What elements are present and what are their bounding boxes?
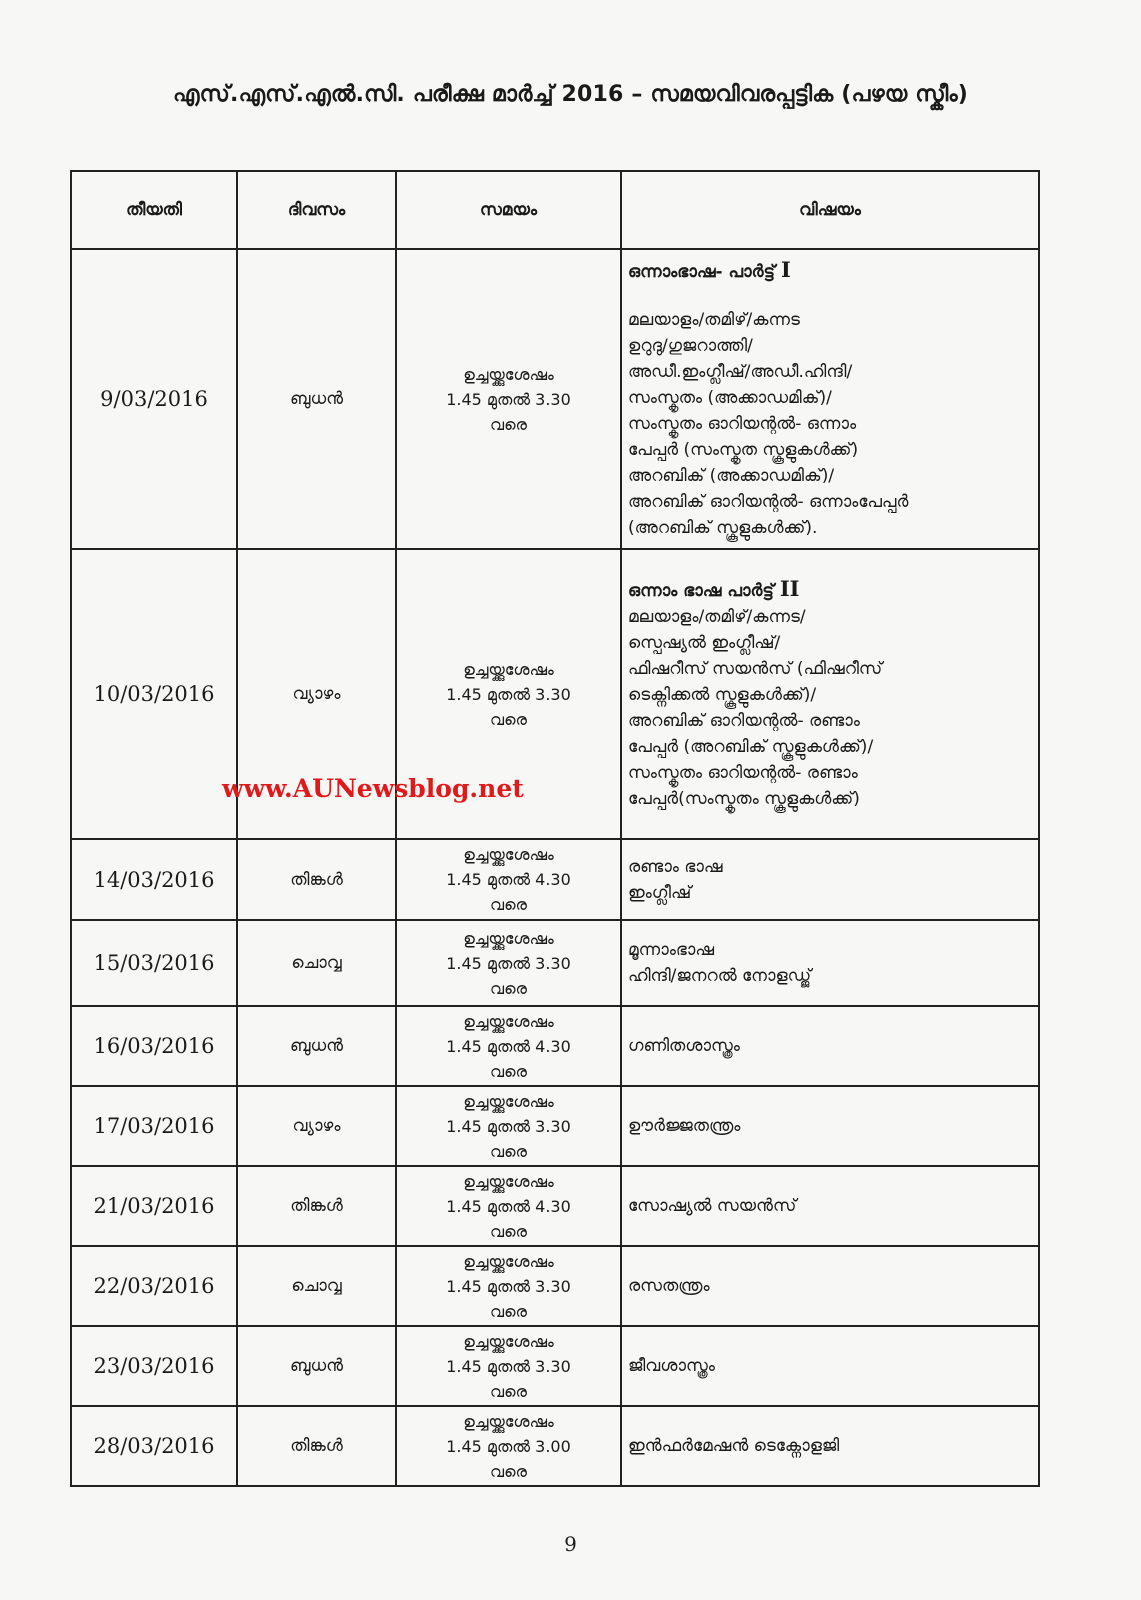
subject-line: രണ്ടാം ഭാഷ xyxy=(628,856,723,877)
subject-line: ഇംഗ്ലീഷ് xyxy=(628,882,692,903)
time-line: വരെ xyxy=(490,1301,527,1321)
column-header-day: ദിവസം xyxy=(237,171,396,249)
column-header-subject: വിഷയം xyxy=(621,171,1039,249)
time-line: 1.45 മുതൽ 3.00 xyxy=(446,1436,571,1456)
subject-heading-text: ഒന്നാം ഭാഷ പാർട്ട് xyxy=(628,581,774,601)
subject-line: പേപ്പർ(സംസ്കൃതം സ്കൂളുകൾക്ക്) xyxy=(628,789,860,809)
table-header-row xyxy=(71,171,1039,249)
row-subject xyxy=(621,1006,1039,1086)
time-line: ഉച്ചയ്ക്കുശേഷം xyxy=(463,1091,554,1111)
time-line: വരെ xyxy=(490,1221,527,1241)
time-line: 1.45 മുതൽ 3.30 xyxy=(446,953,571,973)
row-day: തിങ്കൾ xyxy=(237,1166,396,1246)
subject-heading-text: ഒന്നാംഭാഷ- പാർട്ട് xyxy=(628,262,776,282)
time-line: വരെ xyxy=(490,895,527,914)
subject-line: മലയാളം/തമിഴ്/കന്നട xyxy=(628,310,800,330)
watermark-url: www.AUNewsblog.net xyxy=(222,774,524,803)
time-line: ഉച്ചയ്ക്കുശേഷം xyxy=(463,1011,554,1031)
subject-line: രസതന്ത്രം xyxy=(628,1276,710,1296)
subject-heading-part: I xyxy=(780,257,791,282)
subject-line: സംസ്കൃതം ഓറിയന്റൽ- രണ്ടാം xyxy=(628,763,858,783)
row-date: 22/03/2016 xyxy=(71,1246,237,1326)
time-line: ഉച്ചയ്ക്കുശേഷം xyxy=(463,659,554,679)
subject-line: അറബിക് ഓറിയന്റൽ- രണ്ടാം xyxy=(628,711,860,731)
row-subject xyxy=(621,1166,1039,1246)
row-day: വ്യാഴം xyxy=(237,549,396,839)
subject-line: പേപ്പർ (സംസ്കൃത സ്കൂളുകൾക്ക്) xyxy=(628,440,859,460)
subject-line: ജീവശാസ്ത്രം xyxy=(628,1356,715,1376)
subject-line: മൂന്നാംഭാഷ xyxy=(628,940,715,960)
row-date: 17/03/2016 xyxy=(71,1086,237,1166)
table-row xyxy=(71,1166,1039,1246)
subject-line: ഗണിതശാസ്ത്രം xyxy=(628,1036,740,1056)
row-subject xyxy=(621,249,1039,549)
table-row xyxy=(71,1086,1039,1166)
column-header-time: സമയം xyxy=(396,171,621,249)
row-time xyxy=(396,1166,621,1246)
row-time xyxy=(396,1406,621,1486)
time-line: ഉച്ചയ്ക്കുശേഷം xyxy=(463,1411,554,1431)
time-line: 1.45 മുതൽ 3.30 xyxy=(446,389,571,409)
time-line: വരെ xyxy=(490,1461,527,1481)
column-header-date: തീയതി xyxy=(71,171,237,249)
time-line: ഉച്ചയ്ക്കുശേഷം xyxy=(463,1171,554,1191)
row-time xyxy=(396,920,621,1006)
time-line: 1.45 മുതൽ 3.30 xyxy=(446,1116,571,1136)
time-line: ഉച്ചയ്ക്കുശേഷം xyxy=(463,1331,554,1351)
subject-line: പേപ്പർ (അറബിക് സ്കൂളുകൾക്ക്)/ xyxy=(628,737,874,757)
exam-timetable xyxy=(70,170,1040,1487)
table-row xyxy=(71,249,1039,549)
time-line: 1.45 മുതൽ 3.30 xyxy=(446,684,571,704)
time-line: വരെ xyxy=(490,978,527,998)
table-row xyxy=(71,920,1039,1006)
subject-line: മലയാളം/തമിഴ്/കന്നട/ xyxy=(628,607,806,627)
row-day: തിങ്കൾ xyxy=(237,1406,396,1486)
time-line: ഉച്ചയ്ക്കുശേഷം xyxy=(463,928,554,948)
row-subject xyxy=(621,1406,1039,1486)
subject-line: ഫിഷറീസ് സയൻസ് (ഫിഷറീസ് xyxy=(628,659,883,679)
table-row xyxy=(71,839,1039,920)
row-day: ബുധൻ xyxy=(237,249,396,549)
row-date: 23/03/2016 xyxy=(71,1326,237,1406)
row-time xyxy=(396,1006,621,1086)
row-subject xyxy=(621,549,1039,839)
subject-line: ഉറുദു/ഗുജറാത്തി/ xyxy=(628,336,753,356)
row-day: ബുധൻ xyxy=(237,1006,396,1086)
time-line: വരെ xyxy=(490,1141,527,1161)
time-line: ഉച്ചയ്ക്കുശേഷം xyxy=(463,364,554,384)
table-row xyxy=(71,1406,1039,1486)
subject-line: ഹിന്ദി/ജനറൽ നോളഡ്ജ് xyxy=(628,966,812,986)
time-line: 1.45 മുതൽ 4.30 xyxy=(446,1196,571,1216)
row-date: 21/03/2016 xyxy=(71,1166,237,1246)
row-date: 28/03/2016 xyxy=(71,1406,237,1486)
time-line: ഉച്ചയ്ക്കുശേഷം xyxy=(463,1251,554,1271)
row-subject xyxy=(621,1086,1039,1166)
subject-line: സോഷ്യൽ സയൻസ് xyxy=(628,1196,797,1216)
time-line: ഉച്ചയ്ക്കുശേഷം xyxy=(463,845,554,864)
row-time xyxy=(396,249,621,549)
subject-heading xyxy=(628,576,1032,604)
time-line: വരെ xyxy=(490,709,527,729)
time-line: 1.45 മുതൽ 3.30 xyxy=(446,1276,571,1296)
row-time xyxy=(396,1326,621,1406)
row-date: 9/03/2016 xyxy=(71,249,237,549)
row-date: 14/03/2016 xyxy=(71,839,237,920)
table-row xyxy=(71,1246,1039,1326)
row-subject xyxy=(621,920,1039,1006)
subject-line: സംസ്കൃതം (അക്കാഡമിക്)/ xyxy=(628,388,832,408)
table-row xyxy=(71,1326,1039,1406)
row-day: ബുധൻ xyxy=(237,1326,396,1406)
time-line: വരെ xyxy=(490,1381,527,1401)
page-title: എസ്.എസ്.എൽ.സി. പരീക്ഷ മാർച്ച് 2016 – സമയവിവരപ്പട്ടിക (പഴയ സ്കീം) xyxy=(172,82,968,107)
table-row xyxy=(71,549,1039,839)
subject-line: സംസ്കൃതം ഓറിയന്റൽ- ഒന്നാം xyxy=(628,414,857,434)
subject-line: അഡീ.ഇംഗ്ലീഷ്/അഡീ.ഹിന്ദി/ xyxy=(628,362,853,382)
subject-line: (അറബിക് സ്കൂളുകൾക്ക്). xyxy=(628,518,818,538)
table-row xyxy=(71,1006,1039,1086)
row-day: തിങ്കൾ xyxy=(237,839,396,920)
time-line: വരെ xyxy=(490,1061,527,1081)
row-subject xyxy=(621,1246,1039,1326)
time-line: 1.45 മുതൽ 3.30 xyxy=(446,1356,571,1376)
row-date: 10/03/2016 xyxy=(71,549,237,839)
subject-heading xyxy=(628,257,1032,285)
subject-line: ടെക്നിക്കൽ സ്കൂളുകൾക്ക്)/ xyxy=(628,685,817,705)
subject-line: ഊർജ്ജതന്ത്രം xyxy=(628,1116,741,1136)
subject-line: ഇൻഫർമേഷൻ ടെക്നോളജി xyxy=(628,1436,840,1456)
row-date: 16/03/2016 xyxy=(71,1006,237,1086)
row-day: ചൊവ്വ xyxy=(237,920,396,1006)
row-time xyxy=(396,1086,621,1166)
row-time xyxy=(396,839,621,920)
time-line: 1.45 മുതൽ 4.30 xyxy=(446,1036,571,1056)
row-date: 15/03/2016 xyxy=(71,920,237,1006)
row-day: ചൊവ്വ xyxy=(237,1246,396,1326)
subject-heading-part: II xyxy=(779,576,800,601)
page-number: 9 xyxy=(564,1532,577,1556)
subject-line: അറബിക് (അക്കാഡമിക്)/ xyxy=(628,466,835,486)
row-subject xyxy=(621,1326,1039,1406)
row-day: വ്യാഴം xyxy=(237,1086,396,1166)
subject-line: അറബിക് ഓറിയന്റൽ- ഒന്നാംപേപ്പർ xyxy=(628,492,909,512)
row-subject xyxy=(621,839,1039,920)
time-line: 1.45 മുതൽ 4.30 xyxy=(446,870,571,889)
subject-line: സ്പെഷ്യൽ ഇംഗ്ലീഷ്/ xyxy=(628,633,781,653)
row-time xyxy=(396,1246,621,1326)
time-line: വരെ xyxy=(490,414,527,434)
